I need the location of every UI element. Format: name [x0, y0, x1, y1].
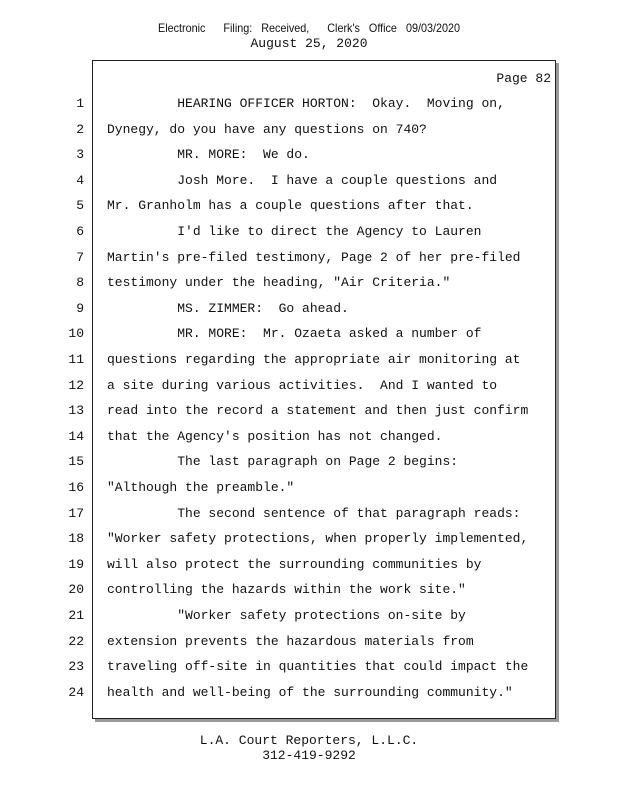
line-number: 3: [76, 147, 84, 162]
line-text: questions regarding the appropriate air monitoring at: [107, 352, 521, 367]
line-number: 9: [76, 301, 84, 316]
line-text: MS. ZIMMER: Go ahead.: [107, 301, 349, 316]
line-number: 5: [76, 198, 84, 213]
line-number: 19: [68, 557, 84, 572]
line-number: 12: [68, 378, 84, 393]
line-number: 23: [68, 659, 84, 674]
line-number: 15: [68, 454, 84, 469]
line-text: The last paragraph on Page 2 begins:: [107, 454, 459, 469]
line-text: MR. MORE: Mr. Ozaeta asked a number of: [107, 326, 482, 341]
line-text: "Worker safety protections on-site by: [107, 608, 466, 623]
line-number: 1: [76, 96, 84, 111]
line-text: will also protect the surrounding communities by: [107, 557, 482, 572]
line-text: traveling off-site in quantities that could impact the: [107, 659, 529, 674]
line-number: 14: [68, 429, 84, 444]
line-number: 16: [68, 480, 84, 495]
line-text: Dynegy, do you have any questions on 740?: [107, 122, 427, 137]
line-text: health and well-being of the surrounding community.": [107, 685, 513, 700]
line-text: testimony under the heading, "Air Criteria.": [107, 275, 451, 290]
line-text: controlling the hazards within the work site.": [107, 582, 466, 597]
line-text: that the Agency's position has not changed.: [107, 429, 443, 444]
line-text: extension prevents the hazardous materials from: [107, 634, 474, 649]
line-number: 8: [76, 275, 84, 290]
line-text: MR. MORE: We do.: [107, 147, 310, 162]
line-number: 6: [76, 224, 84, 239]
line-text: "Worker safety protections, when properly implemented,: [107, 531, 529, 546]
line-number: 20: [68, 582, 84, 597]
line-text: I'd like to direct the Agency to Lauren: [107, 224, 482, 239]
line-number: 11: [68, 352, 84, 367]
line-number: 18: [68, 531, 84, 546]
line-number: 17: [68, 506, 84, 521]
line-number: 24: [68, 685, 84, 700]
line-number: 21: [68, 608, 84, 623]
header-date: August 25, 2020: [250, 36, 368, 51]
line-text: Josh More. I have a couple questions and: [107, 173, 498, 188]
footer-phone: 312-419-9292: [262, 748, 356, 763]
line-text: The second sentence of that paragraph reads:: [107, 506, 521, 521]
filing-stamp: Electronic Filing: Received, Clerk's Office 09/03/2020: [157, 21, 461, 35]
line-text: read into the record a statement and then just confirm: [107, 403, 529, 418]
page-number: Page 82: [496, 71, 551, 86]
line-text: a site during various activities. And I wanted to: [107, 378, 498, 393]
line-text: Martin's pre-filed testimony, Page 2 of her pre-filed: [107, 250, 521, 265]
line-number: 10: [68, 326, 84, 341]
line-text: Mr. Granholm has a couple questions after that.: [107, 198, 474, 213]
line-text: "Although the preamble.": [107, 480, 295, 495]
line-number: 7: [76, 250, 84, 265]
line-text: HEARING OFFICER HORTON: Okay. Moving on,: [107, 96, 505, 111]
line-number: 2: [76, 122, 84, 137]
line-number: 4: [76, 173, 84, 188]
line-number: 22: [68, 634, 84, 649]
line-number: 13: [68, 403, 84, 418]
footer-company: L.A. Court Reporters, L.L.C.: [199, 733, 419, 748]
